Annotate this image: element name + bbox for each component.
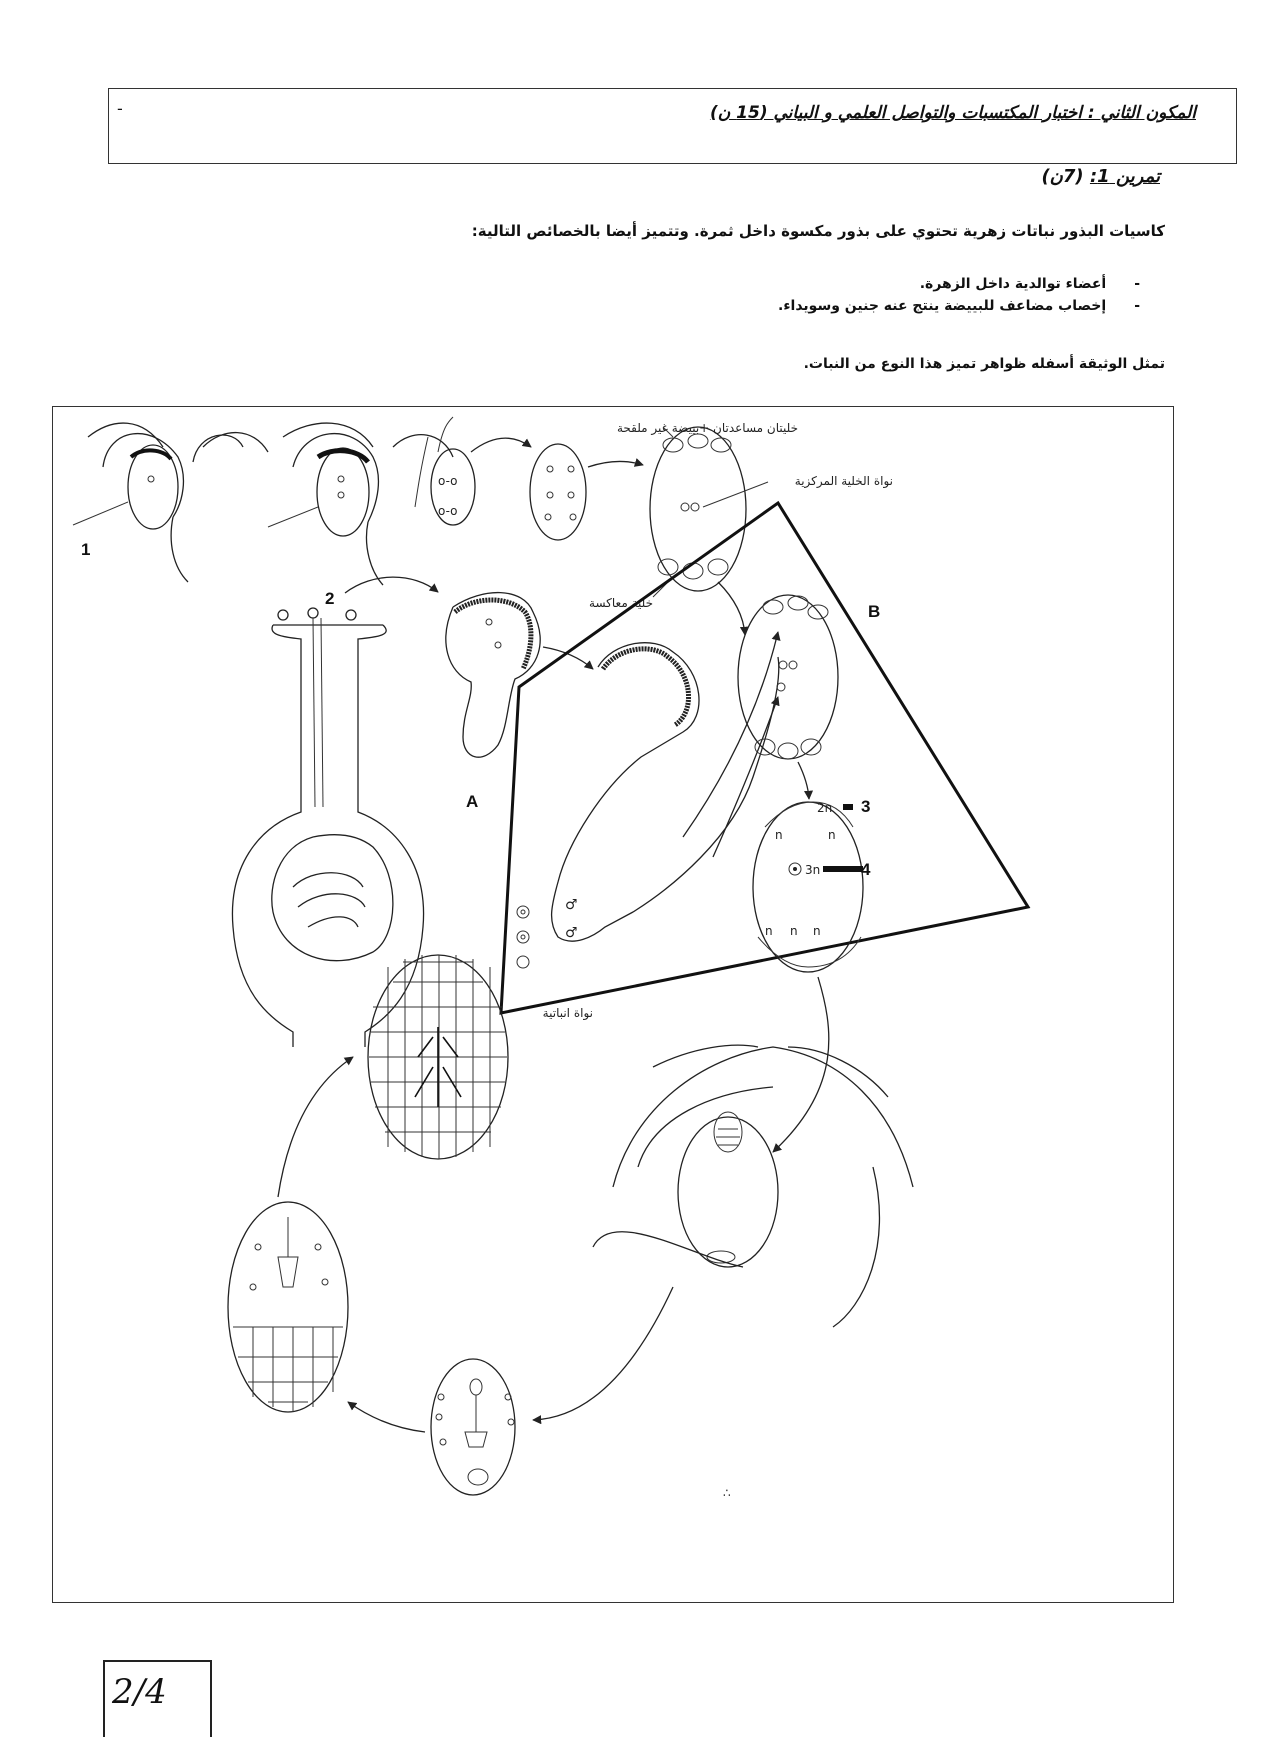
synergids-egg-label: خليتان مساعدتان +بييضة غير ملقحة [616, 421, 798, 435]
svg-text:o-o: o-o [438, 504, 458, 518]
life-cycle-diagram [53, 407, 1173, 1602]
n-label-5: n [813, 924, 821, 938]
central-nucleus-label: نواة الخلية المركزية [794, 474, 893, 488]
pollen-tube-enlarged [517, 632, 779, 1021]
label-A: A [466, 792, 479, 811]
list-item: - إخصاب مضاعف للبييضة ينتج عنه جنين وسويداء. [778, 298, 1140, 314]
header-box [108, 88, 1237, 164]
embryo-sac-B [738, 595, 880, 799]
svg-text:o-o: o-o [438, 474, 458, 488]
label-3: 3 [861, 797, 871, 816]
label-B: B [868, 602, 881, 621]
three-n-label: 3n [805, 863, 821, 877]
exercise-title [1041, 166, 1160, 187]
n-label-2: n [828, 828, 836, 842]
n-label-1: n [775, 828, 783, 842]
document-intro: تمثل الوثيقة أسفله ظواهر تميز هذا النوع من النبات. [803, 356, 1165, 372]
life-cycle-figure [52, 406, 1174, 1603]
page-number: 2/4 [112, 1672, 167, 1712]
n-label-3: n [765, 924, 773, 938]
two-n-label: 2n [817, 801, 833, 815]
fertilized-embryo-sac [753, 797, 871, 1152]
exercise-label: تمرين 1: [1089, 166, 1160, 187]
label-1: 1 [81, 540, 91, 559]
male-symbol-2: ♂ [565, 925, 578, 941]
stray-mark: ∴ [723, 1486, 731, 1500]
male-symbol-1: ♂ [565, 897, 578, 913]
list-item: - أعضاء توالدية داخل الزهرة. [778, 276, 1140, 292]
label-4: 4 [861, 860, 871, 879]
embryo-stage-medium [228, 1057, 353, 1412]
feature-list [778, 276, 1140, 320]
section-title: المكون الثاني : اختبار المكتسبات والتواصل العلمي و البياني (15 ن) [709, 103, 1196, 123]
vegetative-nucleus-label: نواة انباتية [542, 1006, 593, 1020]
flower-pollination [232, 577, 438, 1047]
n-label-4: n [790, 924, 798, 938]
developing-seed [533, 1045, 913, 1420]
intro-paragraph: كاسيات البذور نباتات زهرية تحتوي على بذور مكسوة داخل ثمرة. وتتميز أيضا بالخصائص التالية: [471, 222, 1165, 240]
embryo-stage-small [348, 1359, 515, 1495]
exercise-points: (7ن) [1041, 166, 1084, 187]
label-2: 2 [325, 589, 335, 608]
antipodal-label: خلية معاكسة [589, 596, 653, 610]
header-mark: - [117, 99, 123, 118]
ovule-stage-drawings [73, 423, 453, 585]
seed-with-endosperm [368, 955, 508, 1159]
